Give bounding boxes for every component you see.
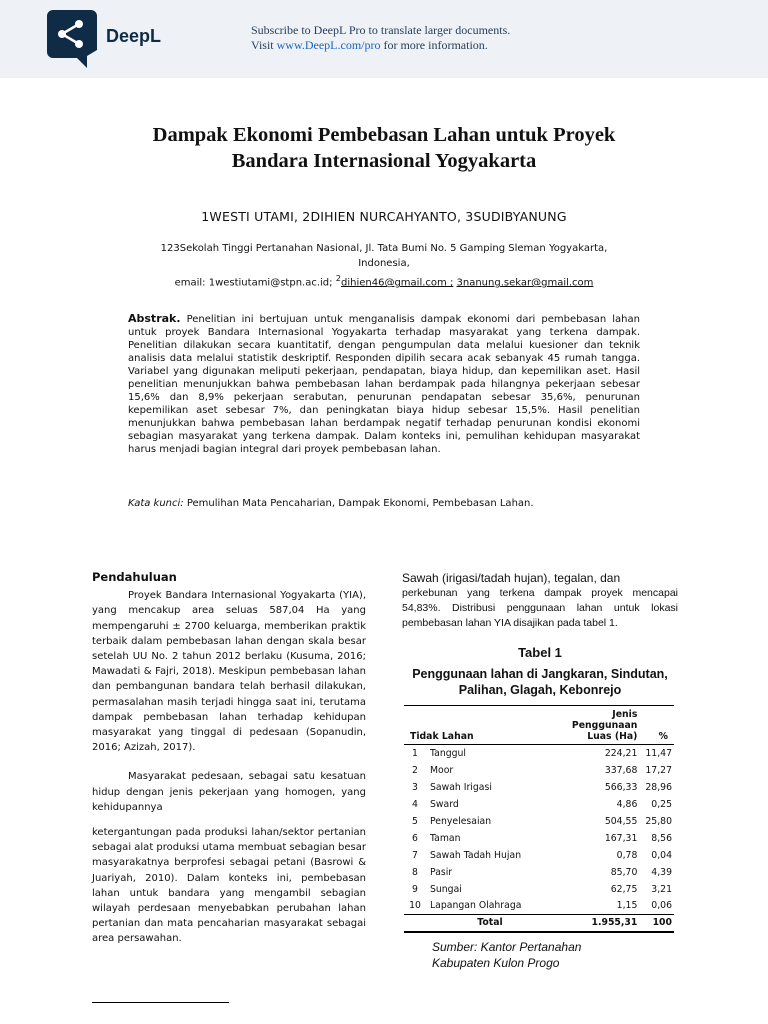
table-row	[404, 864, 674, 881]
row-number: 2	[412, 764, 418, 776]
abstract	[128, 312, 640, 456]
paragraph-1: Proyek Bandara Internasional Yogyakarta (YIA), yang mencakup area seluas 587,04 Ha yang mempengaruhi ± 2700 keluarga, memberikan praktik terbaik dalam pembebasan lahan dengan skala besar setelah UU No. 2 tahun 2012 berlaku (Kusuma, 2016; Mawadati & Fajri, 2018). Meskipun pembebasan lahan dan pembangunan bandara telah berhasil dilakukan, permasalahan masih terjadi hingga saat ini, terutama dampak pembebasan lahan terhadap kehidupan masyarakat yang tinggal di pedesaan (Sopanudin, 2016; Azizah, 2017).	[92, 590, 366, 754]
row-pct: 17,27	[645, 764, 672, 776]
abstract-text: Penelitian ini bertujuan untuk menganalisis dampak ekonomi dari pembebasan lahan untuk proyek Bandara Internasional Yogyakarta terhadap masyarakat yang terkena dampak. Penelitian dilakukan secara kuantitatif, dengan pengumpulan data melalui kuesioner dan teknik analisis data melalui statistik deskriptif. Responden dipilih secara acak sebanyak 45 rumah tangga. Variabel yang digunakan meliputi pekerjaan, pendapatan, biaya hidup, dan kepemilikan aset. Hasil penelitian menunjukkan bahwa pembebasan lahan berdampak pada hilangnya pekerjaan sebesar 15,6% dan 8,9% pekerjaan serabutan, penurunan pendapatan sebesar 35,6%, penurunan kepemilikan aset sebesar 7%, dan peningkatan biaya hidup sebesar 15,5%. Hasil penelitian menunjukkan bahwa pembebasan lahan berdampak negatif terhadap penurunan kondisi ekonomi sebagian masyarakat yang terkena dampak. Dalam konteks ini, pemulihan kehidupan masyarakat harus menjadi bagian integral dari proyek pembebasan lahan.	[128, 314, 640, 455]
row-number: 9	[412, 883, 418, 895]
table-source	[432, 939, 678, 971]
footnote-divider	[92, 1002, 229, 1003]
table-row	[404, 762, 674, 779]
promo-line-2	[251, 38, 510, 53]
email-3-link[interactable]: 3nanung.sekar@gmail.com	[456, 277, 594, 289]
table-row	[404, 813, 674, 830]
land-use-table	[404, 705, 674, 933]
title-line-2: Bandara Internasional Yogyakarta	[231, 150, 537, 172]
source-line-1: Sumber: Kantor Pertanahan	[432, 939, 582, 954]
total-label: Total	[477, 917, 503, 929]
right-column	[402, 570, 678, 971]
row-name: Pasir	[430, 866, 453, 878]
row-number: 1	[412, 747, 418, 759]
paper-title	[100, 122, 668, 174]
promo-visit: Visit	[251, 38, 277, 52]
row-name: Sungai	[430, 883, 462, 895]
table-row	[404, 898, 674, 915]
deepl-pro-link[interactable]: www.DeepL.com/pro	[276, 38, 381, 52]
keywords-text: Pemulihan Mata Pencaharian, Dampak Ekonomi, Pembebasan Lahan.	[183, 498, 534, 509]
header-pct: %	[658, 731, 668, 742]
paragraph-3: ketergantungan pada produksi lahan/sektor pertanian sebagai alat produksi utama membuat sebagian besar masyarakatnya berprofesi sebagai petani (Basrowi & Juariyah, 2010). Dalam konteks ini, pembebasan lahan untuk bandara yang mengambil sebagian wilayah perdesaan menyebabkan perubahan lahan pertanian dan mata pencaharian masyarakat sebagai area persawahan.	[92, 827, 366, 945]
email-2-link[interactable]: dihien46@gmail.com ;	[341, 277, 454, 289]
section-heading: Pendahuluan	[92, 570, 177, 584]
row-area: 566,33	[604, 781, 638, 793]
right-intro-rest: perkebunan yang terkena dampak proyek mencapai 54,83%. Distribusi penggunaan lahan untuk lokasi pembebasan lahan YIA disajikan pada tabel 1.	[402, 587, 678, 629]
affiliation	[110, 241, 658, 290]
row-pct: 0,04	[651, 849, 672, 861]
keywords	[128, 498, 648, 509]
table-row	[404, 779, 674, 796]
table-subtitle: Penggunaan lahan di Jangkaran, Sindutan, Palihan, Glagah, Kebonrejo	[412, 667, 668, 697]
deepl-banner	[0, 0, 768, 78]
row-area: 1,15	[616, 900, 638, 912]
row-pct: 8,56	[651, 832, 672, 844]
promo-text	[251, 23, 510, 53]
row-name: Sward	[430, 798, 459, 810]
row-number: 3	[412, 781, 418, 793]
email-sup: 2	[335, 273, 341, 283]
row-name: Sawah Irigasi	[430, 781, 492, 793]
abstract-label: Abstrak.	[128, 312, 181, 325]
table-row	[404, 830, 674, 847]
keywords-label: Kata kunci:	[128, 498, 184, 509]
row-number: 8	[412, 866, 418, 878]
row-pct: 0,25	[651, 798, 672, 810]
title-line-1: Dampak Ekonomi Pembebasan Lahan untuk Proyek	[152, 124, 616, 146]
authors: 1WESTI UTAMI, 2DIHIEN NURCAHYANTO, 3SUDIBYANUNG	[201, 209, 567, 224]
row-pct: 25,80	[645, 815, 672, 827]
total-area: 1.955,31	[591, 917, 638, 929]
affiliation-line-1: 123Sekolah Tinggi Pertanahan Nasional, Jl. Tata Bumi No. 5 Gamping Sleman Yogyakarta,	[160, 243, 608, 254]
row-number: 6	[412, 832, 418, 844]
affiliation-line-2: Indonesia,	[358, 258, 410, 269]
emails	[110, 271, 658, 290]
row-pct: 4,39	[651, 866, 672, 878]
deepl-logo-icon[interactable]	[47, 10, 97, 68]
row-area: 224,21	[604, 747, 638, 759]
row-name: Lapangan Olahraga	[430, 900, 522, 912]
row-pct: 3,21	[651, 883, 672, 895]
row-pct: 11,47	[645, 747, 672, 759]
paragraph-2: Masyarakat pedesaan, sebagai satu kesatuan hidup dengan jenis pekerjaan yang homogen, yang kehidupannya	[92, 771, 366, 813]
header-no-lahan: Tidak Lahan	[410, 731, 474, 742]
row-area: 167,31	[604, 832, 638, 844]
table-row	[404, 881, 674, 898]
row-area: 62,75	[610, 883, 638, 895]
row-area: 504,55	[604, 815, 638, 827]
row-number: 10	[409, 900, 421, 912]
header-area: Jenis Penggunaan Luas (Ha)	[571, 709, 638, 742]
row-area: 337,68	[604, 764, 638, 776]
row-area: 85,70	[610, 866, 638, 878]
table-body	[404, 745, 674, 915]
left-column	[92, 570, 366, 947]
row-number: 7	[412, 849, 418, 861]
row-area: 4,86	[616, 798, 638, 810]
source-line-2: Kabupaten Kulon Progo	[432, 955, 560, 970]
table-row	[404, 796, 674, 813]
row-area: 0,78	[616, 849, 638, 861]
deepl-logo-text[interactable]: DeepL	[106, 26, 162, 46]
promo-line-1: Subscribe to DeepL Pro to translate larger documents.	[251, 23, 511, 37]
row-name: Penyelesaian	[430, 815, 492, 827]
promo-end: for more information.	[380, 38, 488, 52]
email-1: email: 1westiutami@stpn.ac.id;	[174, 277, 336, 289]
row-name: Moor	[430, 764, 454, 776]
table-title: Tabel 1	[518, 645, 562, 660]
table-header-row	[404, 706, 674, 745]
table-total-row	[404, 915, 674, 932]
table-row	[404, 745, 674, 762]
right-intro-line-1: Sawah (irigasi/tadah hujan), tegalan, dan	[402, 571, 621, 585]
table-row	[404, 847, 674, 864]
row-number: 4	[412, 798, 418, 810]
row-name: Tanggul	[430, 747, 467, 759]
row-number: 5	[412, 815, 418, 827]
total-pct: 100	[652, 917, 672, 929]
row-pct: 28,96	[645, 781, 672, 793]
row-name: Taman	[430, 832, 461, 844]
row-pct: 0,06	[651, 900, 672, 912]
row-name: Sawah Tadah Hujan	[430, 849, 522, 861]
right-intro	[402, 570, 678, 631]
